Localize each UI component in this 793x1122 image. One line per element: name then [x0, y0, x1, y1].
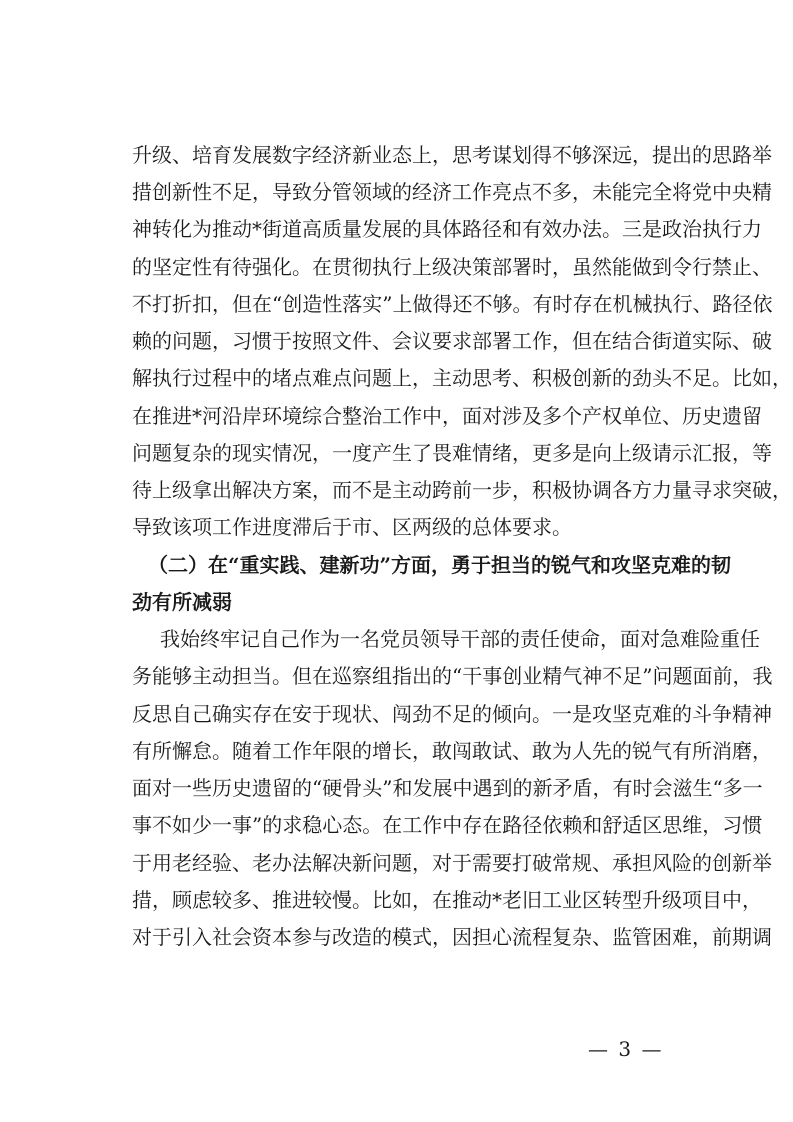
- text-line: 务能够主动担当。但在巡察组指出的“干事创业精气神不足”问题面前，我: [132, 664, 773, 688]
- text-line: 对于引入社会资本参与改造的模式，因担心流程复杂、监管困难，前期调: [132, 925, 772, 949]
- text-line: 神转化为推动*街道高质量发展的具体路径和有效办法。三是政治执行力: [132, 217, 762, 241]
- page-number: — 3 —: [588, 1037, 664, 1061]
- section-heading: 劲有所减弱: [132, 590, 232, 614]
- text-line: 有所懈怠。随着工作年限的增长，敢闯敢试、敢为人先的锐气有所消磨，: [132, 739, 772, 763]
- text-line: 问题复杂的现实情况，一度产生了畏难情绪，更多是向上级请示汇报，等: [132, 441, 772, 465]
- text-line: 我始终牢记自己作为一名党员领导干部的责任使命，面对急难险重任: [160, 627, 760, 651]
- text-line: 赖的问题，习惯于按照文件、会议要求部署工作，但在结合街道实际、破: [132, 329, 772, 353]
- text-line: 的坚定性有待强化。在贯彻执行上级决策部署时，虽然能做到令行禁止、: [132, 255, 772, 279]
- text-line: 反思自己确实存在安于现状、闯劲不足的倾向。一是攻坚克难的斗争精神: [132, 702, 772, 726]
- text-line: 措创新性不足，导致分管领域的经济工作亮点不多，未能完全将党中央精: [132, 180, 772, 204]
- text-line: 升级、培育发展数字经济新业态上，思考谋划得不够深远，提出的思路举: [132, 143, 772, 167]
- section-heading: （二）在“重实践、建新功”方面，勇于担当的锐气和攻坚克难的韧: [148, 553, 732, 577]
- text-line: 不打折扣，但在“创造性落实”上做得还不够。有时存在机械执行、路径依: [132, 292, 773, 316]
- text-line: 面对一些历史遗留的“硬骨头”和发展中遇到的新矛盾，有时会滋生“多一: [132, 776, 763, 800]
- text-line: 导致该项工作进度滞后于市、区两级的总体要求。: [132, 515, 572, 539]
- text-line: 待上级拿出解决方案，而不是主动跨前一步，积极协调各方力量寻求突破，: [132, 478, 792, 502]
- text-line: 措，顾虑较多、推进较慢。比如，在推动*老旧工业区转型升级项目中，: [132, 888, 762, 912]
- text-line: 解执行过程中的堵点难点问题上，主动思考、积极创新的劲头不足。比如，: [132, 366, 792, 390]
- text-line: 在推进*河沿岸环境综合整治工作中，面对涉及多个产权单位、历史遗留: [132, 404, 762, 428]
- text-line: 事不如少一事”的求稳心态。在工作中存在路径依赖和舒适区思维，习惯: [132, 813, 763, 837]
- text-line: 于用老经验、老办法解决新问题，对于需要打破常规、承担风险的创新举: [132, 851, 772, 875]
